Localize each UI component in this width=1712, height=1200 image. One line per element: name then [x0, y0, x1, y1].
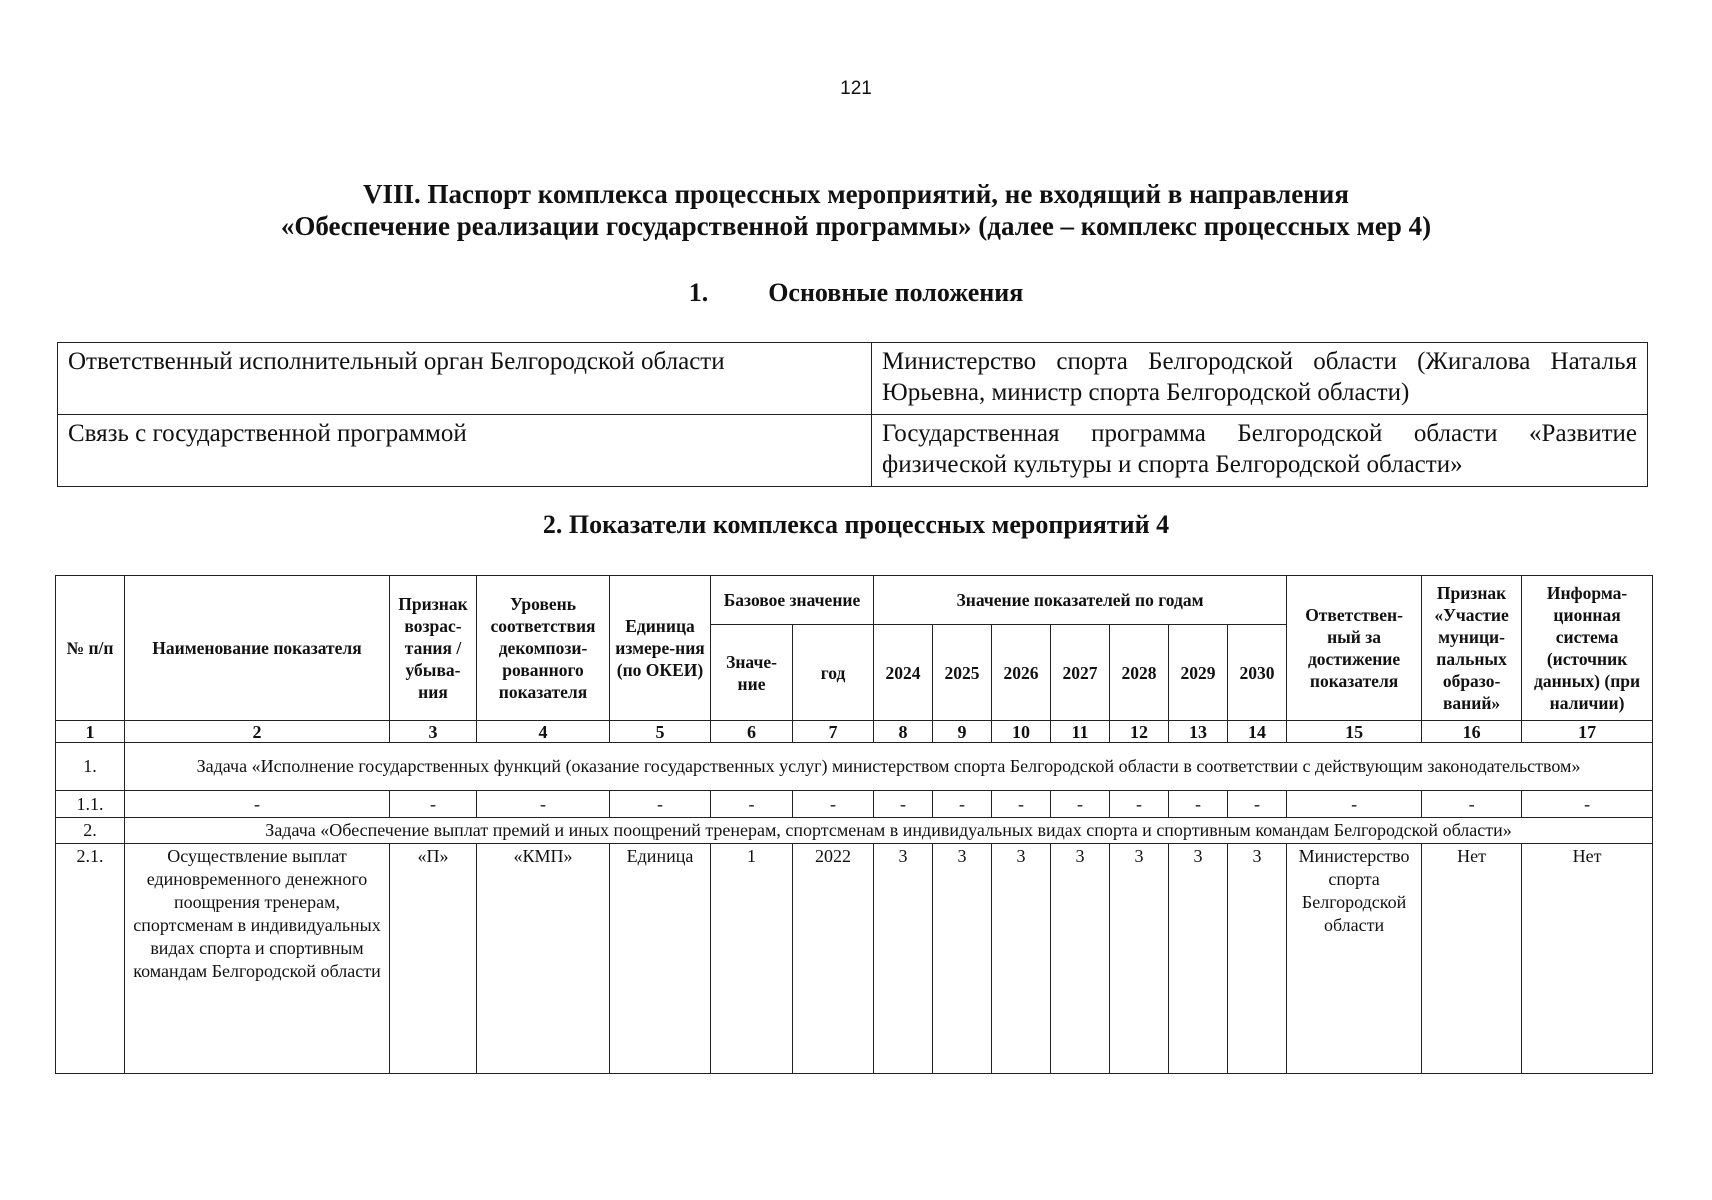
dash-cell: - — [390, 791, 477, 818]
header-info-system: Информа-ционная система (источник данных) (при наличии) — [1522, 576, 1653, 721]
header-year-2026: 2026 — [992, 625, 1051, 721]
dash-cell: - — [793, 791, 874, 818]
column-number: 9 — [933, 721, 992, 743]
column-number: 10 — [992, 721, 1051, 743]
title-line-2: «Обеспечение реализации государственной программы» (далее – комплекс процессных мер 4) — [280, 211, 1432, 241]
row-2-1-number: 2.1. — [56, 844, 125, 1074]
section-1-title: Основные положения — [768, 278, 1024, 307]
indicator-name: Осуществление выплат единовременного денежного поощрения тренерам, спортсменам в индивидуальных видах спорта и спортивным командам Белгородской области — [125, 844, 390, 1074]
dash-cell: - — [125, 791, 390, 818]
header-base-year: год — [793, 625, 874, 721]
table-row — [58, 415, 1648, 487]
header-level: Уровень соответствия декомпози-рованного показателя — [477, 576, 610, 721]
header-row-1 — [56, 576, 1653, 625]
header-num: № п/п — [56, 576, 125, 721]
row-1-1-number: 1.1. — [56, 791, 125, 818]
task-2-row — [56, 818, 1653, 844]
dash-cell: - — [1287, 791, 1422, 818]
indicator-level: «КМП» — [477, 844, 610, 1074]
header-name: Наименование показателя — [125, 576, 390, 721]
title-line-1: VIII. Паспорт комплекса процессных мероприятий, не входящий в направления — [363, 179, 1349, 209]
section-1-heading — [0, 278, 1712, 308]
row-1-1 — [56, 791, 1653, 818]
dash-cell: - — [1169, 791, 1228, 818]
column-number: 14 — [1228, 721, 1287, 743]
dash-cell: - — [1228, 791, 1287, 818]
row-2-1 — [56, 844, 1653, 1074]
header-year-2030: 2030 — [1228, 625, 1287, 721]
task-2-text: Задача «Обеспечение выплат премий и иных поощрений тренерам, спортсменам в индивидуальных видах спорта и спортивным командам Белгородской области» — [125, 818, 1653, 844]
program-link-value: Государственная программа Белгородской области «Развитие физической культуры и спорта Белгородской области» — [872, 415, 1648, 487]
section-1-number: 1. — [688, 278, 709, 307]
header-base: Базовое значение — [711, 576, 874, 625]
indicator-value-2028: 3 — [1110, 844, 1169, 1074]
column-number: 13 — [1169, 721, 1228, 743]
indicator-trend: «П» — [390, 844, 477, 1074]
indicator-municipal: Нет — [1422, 844, 1522, 1074]
column-number: 17 — [1522, 721, 1653, 743]
dash-cell: - — [992, 791, 1051, 818]
dash-cell: - — [933, 791, 992, 818]
column-number: 11 — [1051, 721, 1110, 743]
indicators-table — [55, 575, 1653, 1074]
dash-cell: - — [874, 791, 933, 818]
task-1-number: 1. — [56, 743, 125, 791]
indicator-value-2025: 3 — [933, 844, 992, 1074]
indicator-value-2027: 3 — [1051, 844, 1110, 1074]
column-number: 16 — [1422, 721, 1522, 743]
column-number: 8 — [874, 721, 933, 743]
document-title — [0, 178, 1712, 242]
header-by-years: Значение показателей по годам — [874, 576, 1287, 625]
indicator-base-value: 1 — [711, 844, 793, 1074]
indicator-info-system: Нет — [1522, 844, 1653, 1074]
table-row — [58, 343, 1648, 415]
task-1-text: Задача «Исполнение государственных функций (оказание государственных услуг) министерством спорта Белгородской области в соответствии с действующим законодательством» — [125, 743, 1653, 791]
dash-cell: - — [610, 791, 711, 818]
column-number: 1 — [56, 721, 125, 743]
responsible-body-value: Министерство спорта Белгородской области (Жигалова Наталья Юрьевна, министр спорта Белгородской области) — [872, 343, 1648, 415]
section-2-heading: 2. Показатели комплекса процессных мероприятий 4 — [542, 510, 1170, 539]
header-base-value: Значе-ние — [711, 625, 793, 721]
column-number: 12 — [1110, 721, 1169, 743]
indicator-value-2026: 3 — [992, 844, 1051, 1074]
column-number: 2 — [125, 721, 390, 743]
header-year-2028: 2028 — [1110, 625, 1169, 721]
indicator-value-2024: 3 — [874, 844, 933, 1074]
header-year-2027: 2027 — [1051, 625, 1110, 721]
column-number: 3 — [390, 721, 477, 743]
header-responsible: Ответствен-ный за достижение показателя — [1287, 576, 1422, 721]
header-year-2029: 2029 — [1169, 625, 1228, 721]
column-number: 15 — [1287, 721, 1422, 743]
responsible-body-label: Ответственный исполнительный орган Белгородской области — [58, 343, 872, 415]
dash-cell: - — [1422, 791, 1522, 818]
dash-cell: - — [1051, 791, 1110, 818]
indicator-unit: Единица — [610, 844, 711, 1074]
task-2-number: 2. — [56, 818, 125, 844]
column-number: 4 — [477, 721, 610, 743]
header-municipal: Признак «Участие муници-пальных образо-ваний» — [1422, 576, 1522, 721]
dash-cell: - — [1522, 791, 1653, 818]
task-1-row — [56, 743, 1653, 791]
indicator-responsible: Министерство спорта Белгородской области — [1287, 844, 1422, 1074]
dash-cell: - — [477, 791, 610, 818]
dash-cell: - — [711, 791, 793, 818]
header-year-2024: 2024 — [874, 625, 933, 721]
indicator-base-year: 2022 — [793, 844, 874, 1074]
column-number: 7 — [793, 721, 874, 743]
header-trend: Признак возрас-тания / убыва-ния — [390, 576, 477, 721]
column-numbers-row — [56, 721, 1653, 743]
column-number: 6 — [711, 721, 793, 743]
indicator-value-2029: 3 — [1169, 844, 1228, 1074]
dash-cell: - — [1110, 791, 1169, 818]
main-provisions-table — [57, 342, 1648, 487]
header-year-2025: 2025 — [933, 625, 992, 721]
program-link-label: Связь с государственной программой — [58, 415, 872, 487]
column-number: 5 — [610, 721, 711, 743]
indicator-value-2030: 3 — [1228, 844, 1287, 1074]
page-number: 121 — [840, 78, 872, 99]
header-unit: Единица измере-ния (по ОКЕИ) — [610, 576, 711, 721]
